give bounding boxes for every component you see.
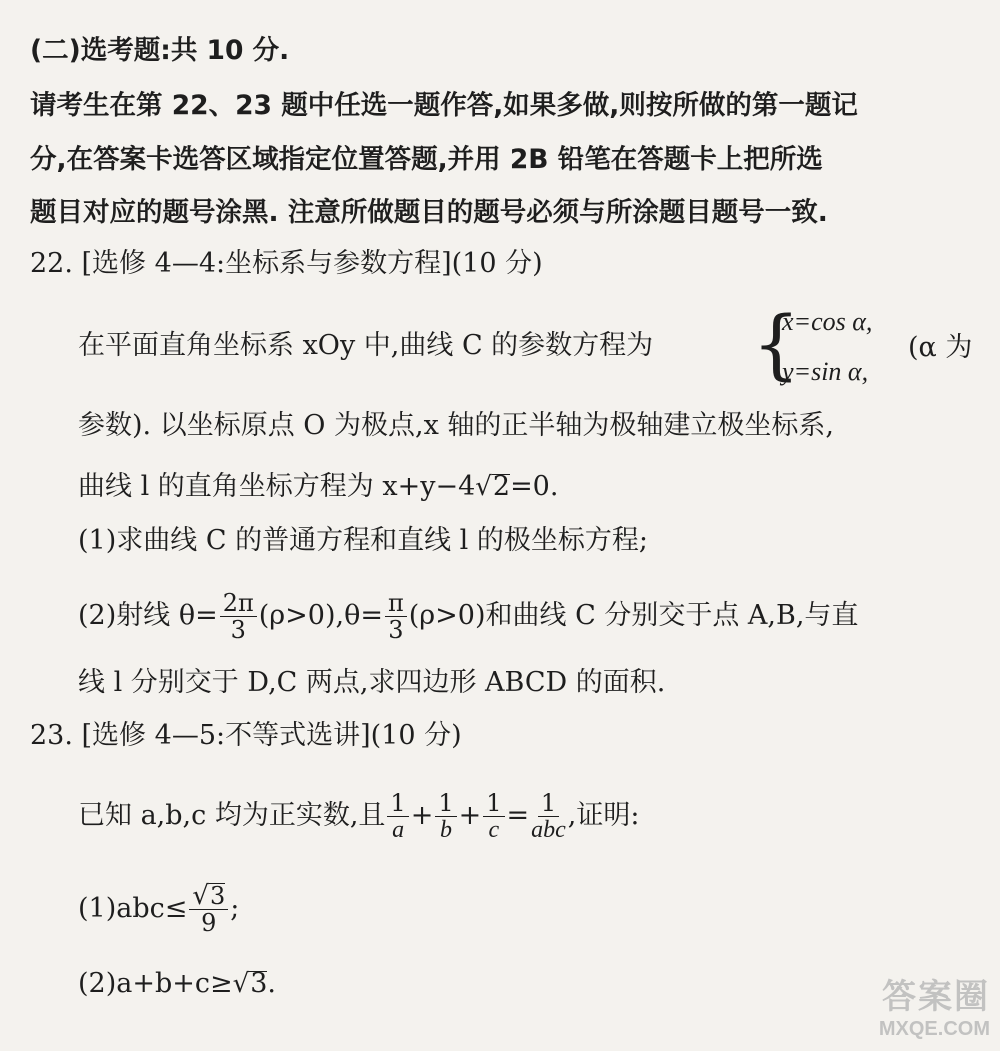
q23-paragraph-1 (78, 790, 639, 843)
q23-s2-end: . (267, 968, 276, 999)
plus-sign: + (458, 800, 482, 831)
q23-s2-text: (2)a+b+c≥ (78, 968, 233, 999)
param-eq-y: y=sin α, (782, 357, 869, 386)
fraction-1-b: $\frac{1}{b}$ (435, 790, 456, 843)
fraction-1-abc: $\frac{1}{\text{abc}}$ (531, 789, 566, 843)
section-heading: (二)选考题:共 10 分. (30, 35, 290, 66)
watermark-logo: 答案圈 MXQE.COM (878, 978, 990, 1040)
q23-sub-2 (78, 967, 276, 1001)
sqrt-radicand: 2 (492, 471, 511, 502)
question-22-title: 22. [选修 4—4:坐标系与参数方程](10 分) (30, 248, 543, 279)
brace-icon: { (752, 299, 801, 388)
q22-sub-2 (78, 590, 858, 643)
equals-sign: = (506, 800, 530, 831)
q22-p3-end: =0. (510, 471, 559, 502)
q22-s2-a: (2)射线 θ= (78, 600, 218, 631)
sqrt-icon: √ (192, 881, 209, 911)
fraction-sqrt3-9: $\frac{√3}{9}$ (189, 883, 228, 936)
q23-s1-end: ; (230, 893, 240, 924)
fraction-2pi-3: $\frac{2\pi}{3}$ (220, 590, 257, 643)
q23-p1-end: ,证明: (567, 800, 640, 831)
q22-p1-text: 在平面直角坐标系 xOy 中,曲线 C 的参数方程为 (78, 330, 654, 361)
param-eq-x: x=cos α, (782, 307, 873, 336)
q22-s2-b: (ρ>0),θ= (258, 600, 383, 631)
fraction-1-c: $\frac{1}{c}$ (483, 790, 504, 843)
instruction-line-3: 题目对应的题号涂黑. 注意所做题目的题号必须与所涂题目题号一致. (30, 197, 828, 228)
q22-sub-2-cont: 线 l 分别交于 D,C 两点,求四边形 ABCD 的面积. (78, 667, 666, 698)
sqrt-radicand: 3 (250, 968, 268, 999)
plus-sign: + (410, 800, 434, 831)
q22-paragraph-3 (78, 470, 558, 504)
instruction-line-1: 请考生在第 22、23 题中任选一题作答,如果多做,则按所做的第一题记 (30, 90, 858, 121)
q22-paragraph-1 (78, 329, 653, 363)
sqrt-icon: √ (232, 969, 250, 999)
q23-sub-1 (78, 883, 239, 936)
q22-paragraph-2: 参数). 以坐标原点 O 为极点,x 轴的正半轴为极轴建立极坐标系, (78, 410, 834, 441)
q22-s2-c: (ρ>0)和曲线 C 分别交于点 A,B,与直 (408, 600, 859, 631)
question-23-title: 23. [选修 4—5:不等式选讲](10 分) (30, 720, 462, 751)
fraction-1-a: $\frac{1}{a}$ (387, 790, 408, 843)
instruction-line-2: 分,在答案卡选答区域指定位置答题,并用 2B 铅笔在答题卡上把所选 (30, 144, 823, 175)
sqrt-icon: √ (475, 472, 492, 502)
fraction-pi-3: $\frac{\pi}{3}$ (385, 590, 407, 643)
q22-p1-tail: (α 为 (908, 332, 973, 363)
q22-p3-text: 曲线 l 的直角坐标方程为 x+y−4 (78, 471, 476, 502)
q23-s1-text: (1)abc≤ (78, 893, 188, 924)
q22-sub-1: (1)求曲线 C 的普通方程和直线 l 的极坐标方程; (78, 525, 648, 556)
q23-p1-text: 已知 a,b,c 均为正实数,且 (78, 800, 386, 831)
